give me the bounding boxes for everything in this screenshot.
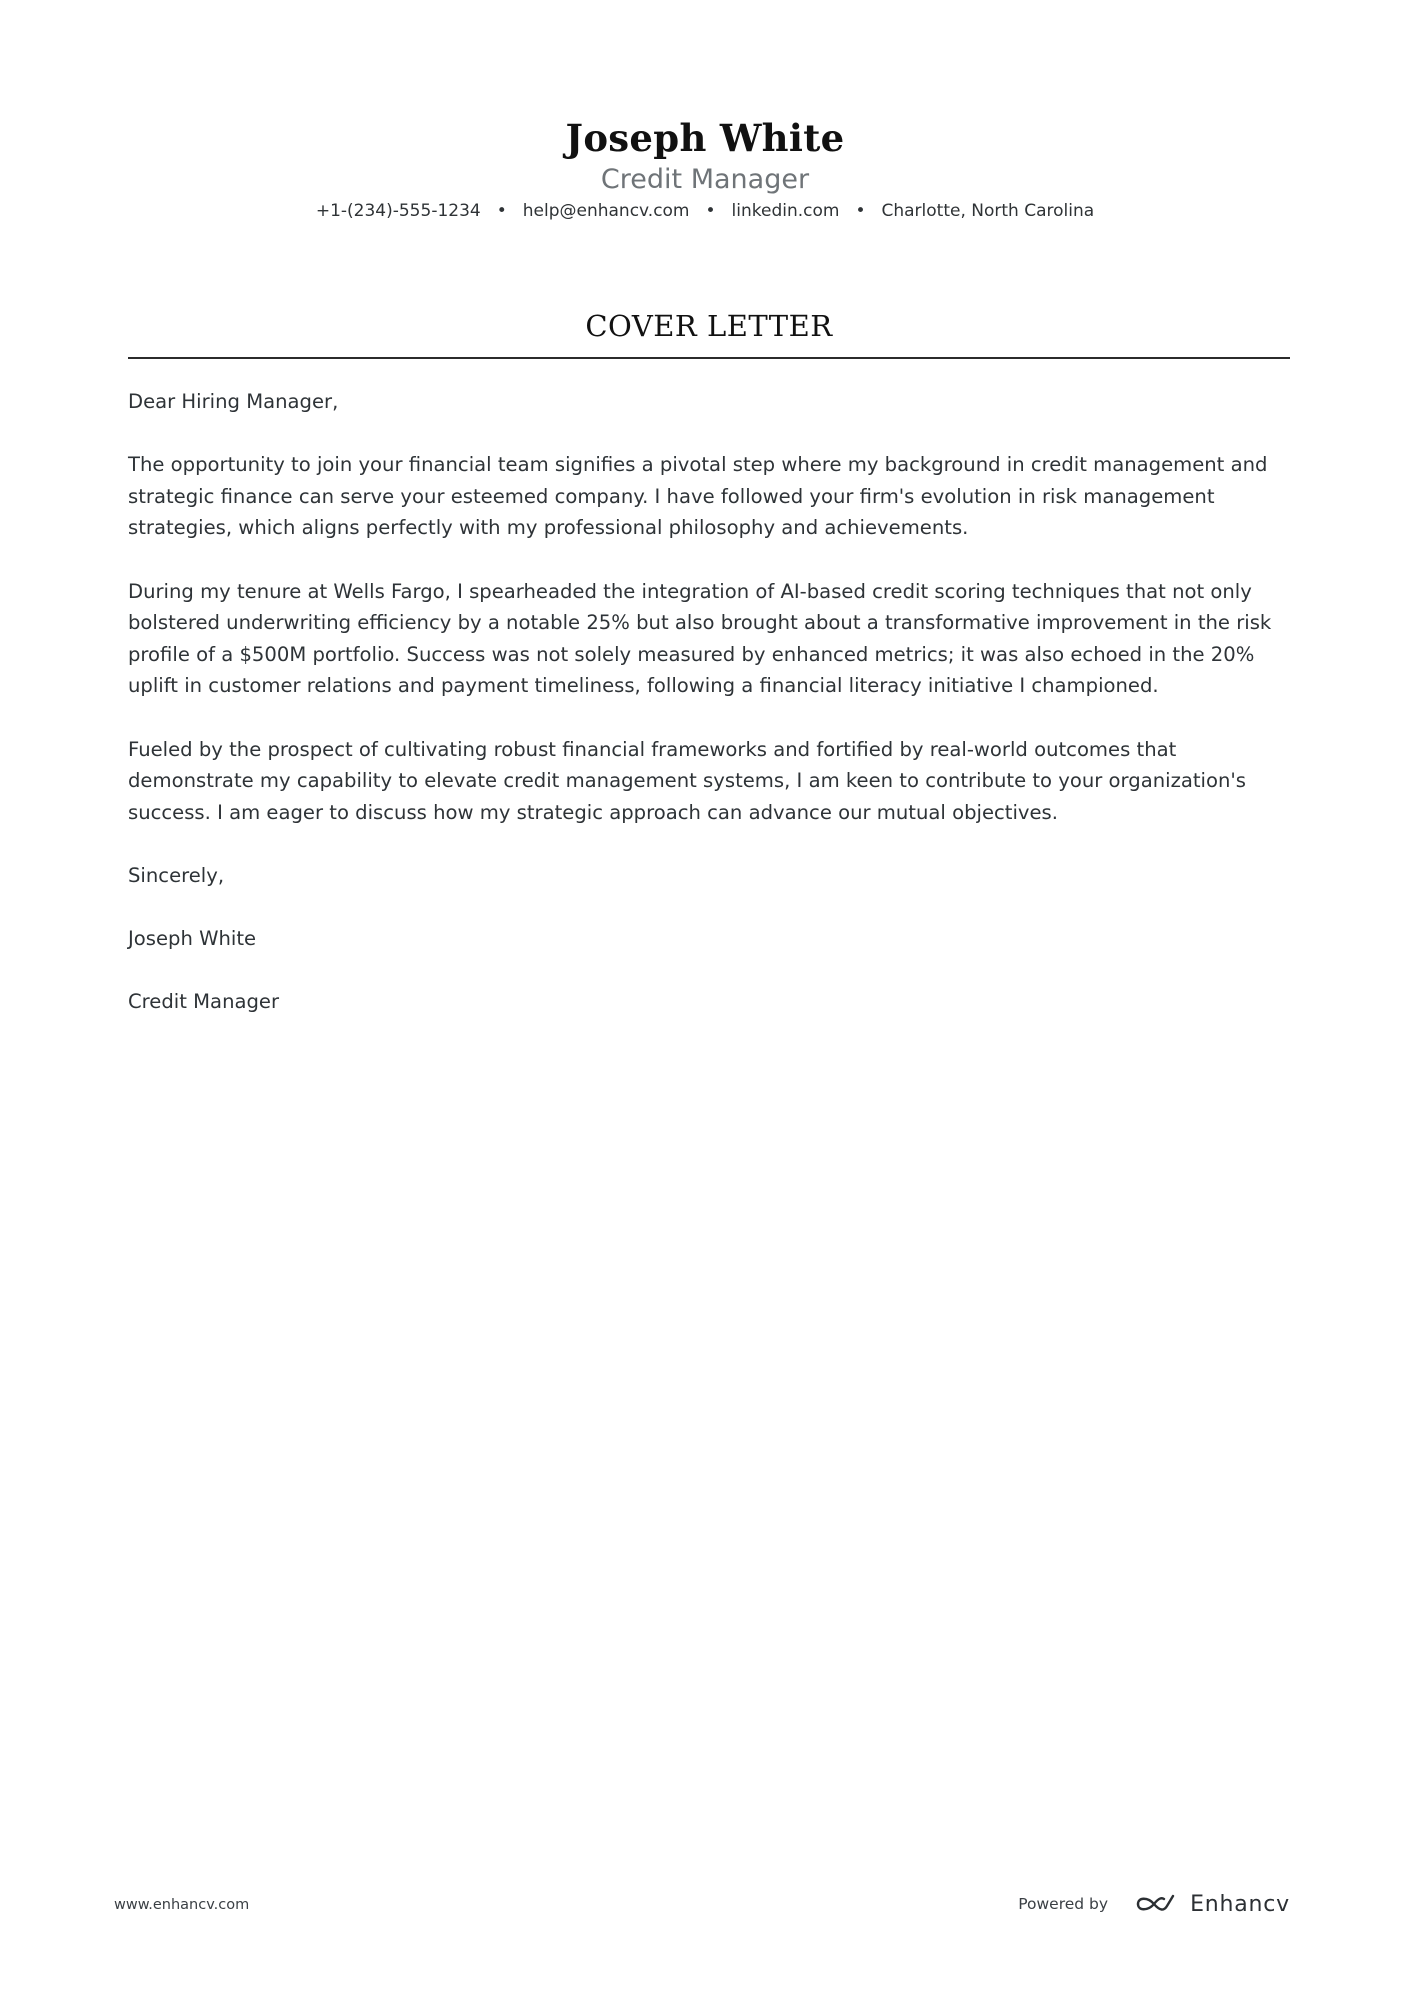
contact-phone: +1-(234)-555-1234 [315,201,481,221]
letter-paragraph: The opportunity to join your financial team signifies a pivotal step where my background in credit management and strategic finance can serve your esteemed company. I have followed your firm's evolution in risk management strategies, which aligns perfectly with my professional philosophy and achievements. [128,453,1268,540]
signature-title: Credit Manager [128,990,280,1014]
letter-greeting: Dear Hiring Manager, [128,390,339,413]
candidate-name: Joseph White [565,116,845,160]
header [0,112,1410,224]
contact-separator: • [705,201,716,221]
footer-branding [1018,1884,1290,1924]
section-title: COVER LETTER [585,309,833,343]
contact-linkedin[interactable]: linkedin.com [731,201,840,221]
contact-line [0,198,1410,224]
letter-paragraph: Fueled by the prospect of cultivating robust financial frameworks and fortified by real-world outcomes that demonstrate my capability to elevate credit management systems, I am keen to contribute to your organization's success. I am eager to discuss how my strategic approach can advance our mutual objectives. [128,737,1246,824]
contact-email[interactable]: help@enhancv.com [522,201,690,221]
contact-separator: • [496,201,507,221]
enhancv-logo-icon [1134,1892,1180,1916]
letter-paragraph: During my tenure at Wells Fargo, I spearheaded the integration of AI-based credit scoring techniques that not only bolstered underwriting efficiency by a notable 25% but also brought about a transformative improvement in the risk profile of a $500M portfolio. Success was not solely measured by enhanced metrics; it was also echoed in the 20% uplift in customer relations and payment timeliness, following a financial literacy initiative I championed. [128,579,1272,698]
letter-body [128,386,1293,1049]
candidate-title: Credit Manager [600,164,810,195]
signature-name: Joseph White [128,927,257,951]
section-divider [128,357,1290,359]
brand-logo[interactable] [1134,1892,1290,1917]
contact-separator: • [855,201,866,221]
brand-name: Enhancv [1190,1891,1290,1917]
footer-website[interactable]: www.enhancv.com [114,1897,250,1913]
contact-location: Charlotte, North Carolina [881,201,1095,221]
letter-closing: Sincerely, [128,863,225,887]
powered-by-label: Powered by [1018,1895,1109,1913]
